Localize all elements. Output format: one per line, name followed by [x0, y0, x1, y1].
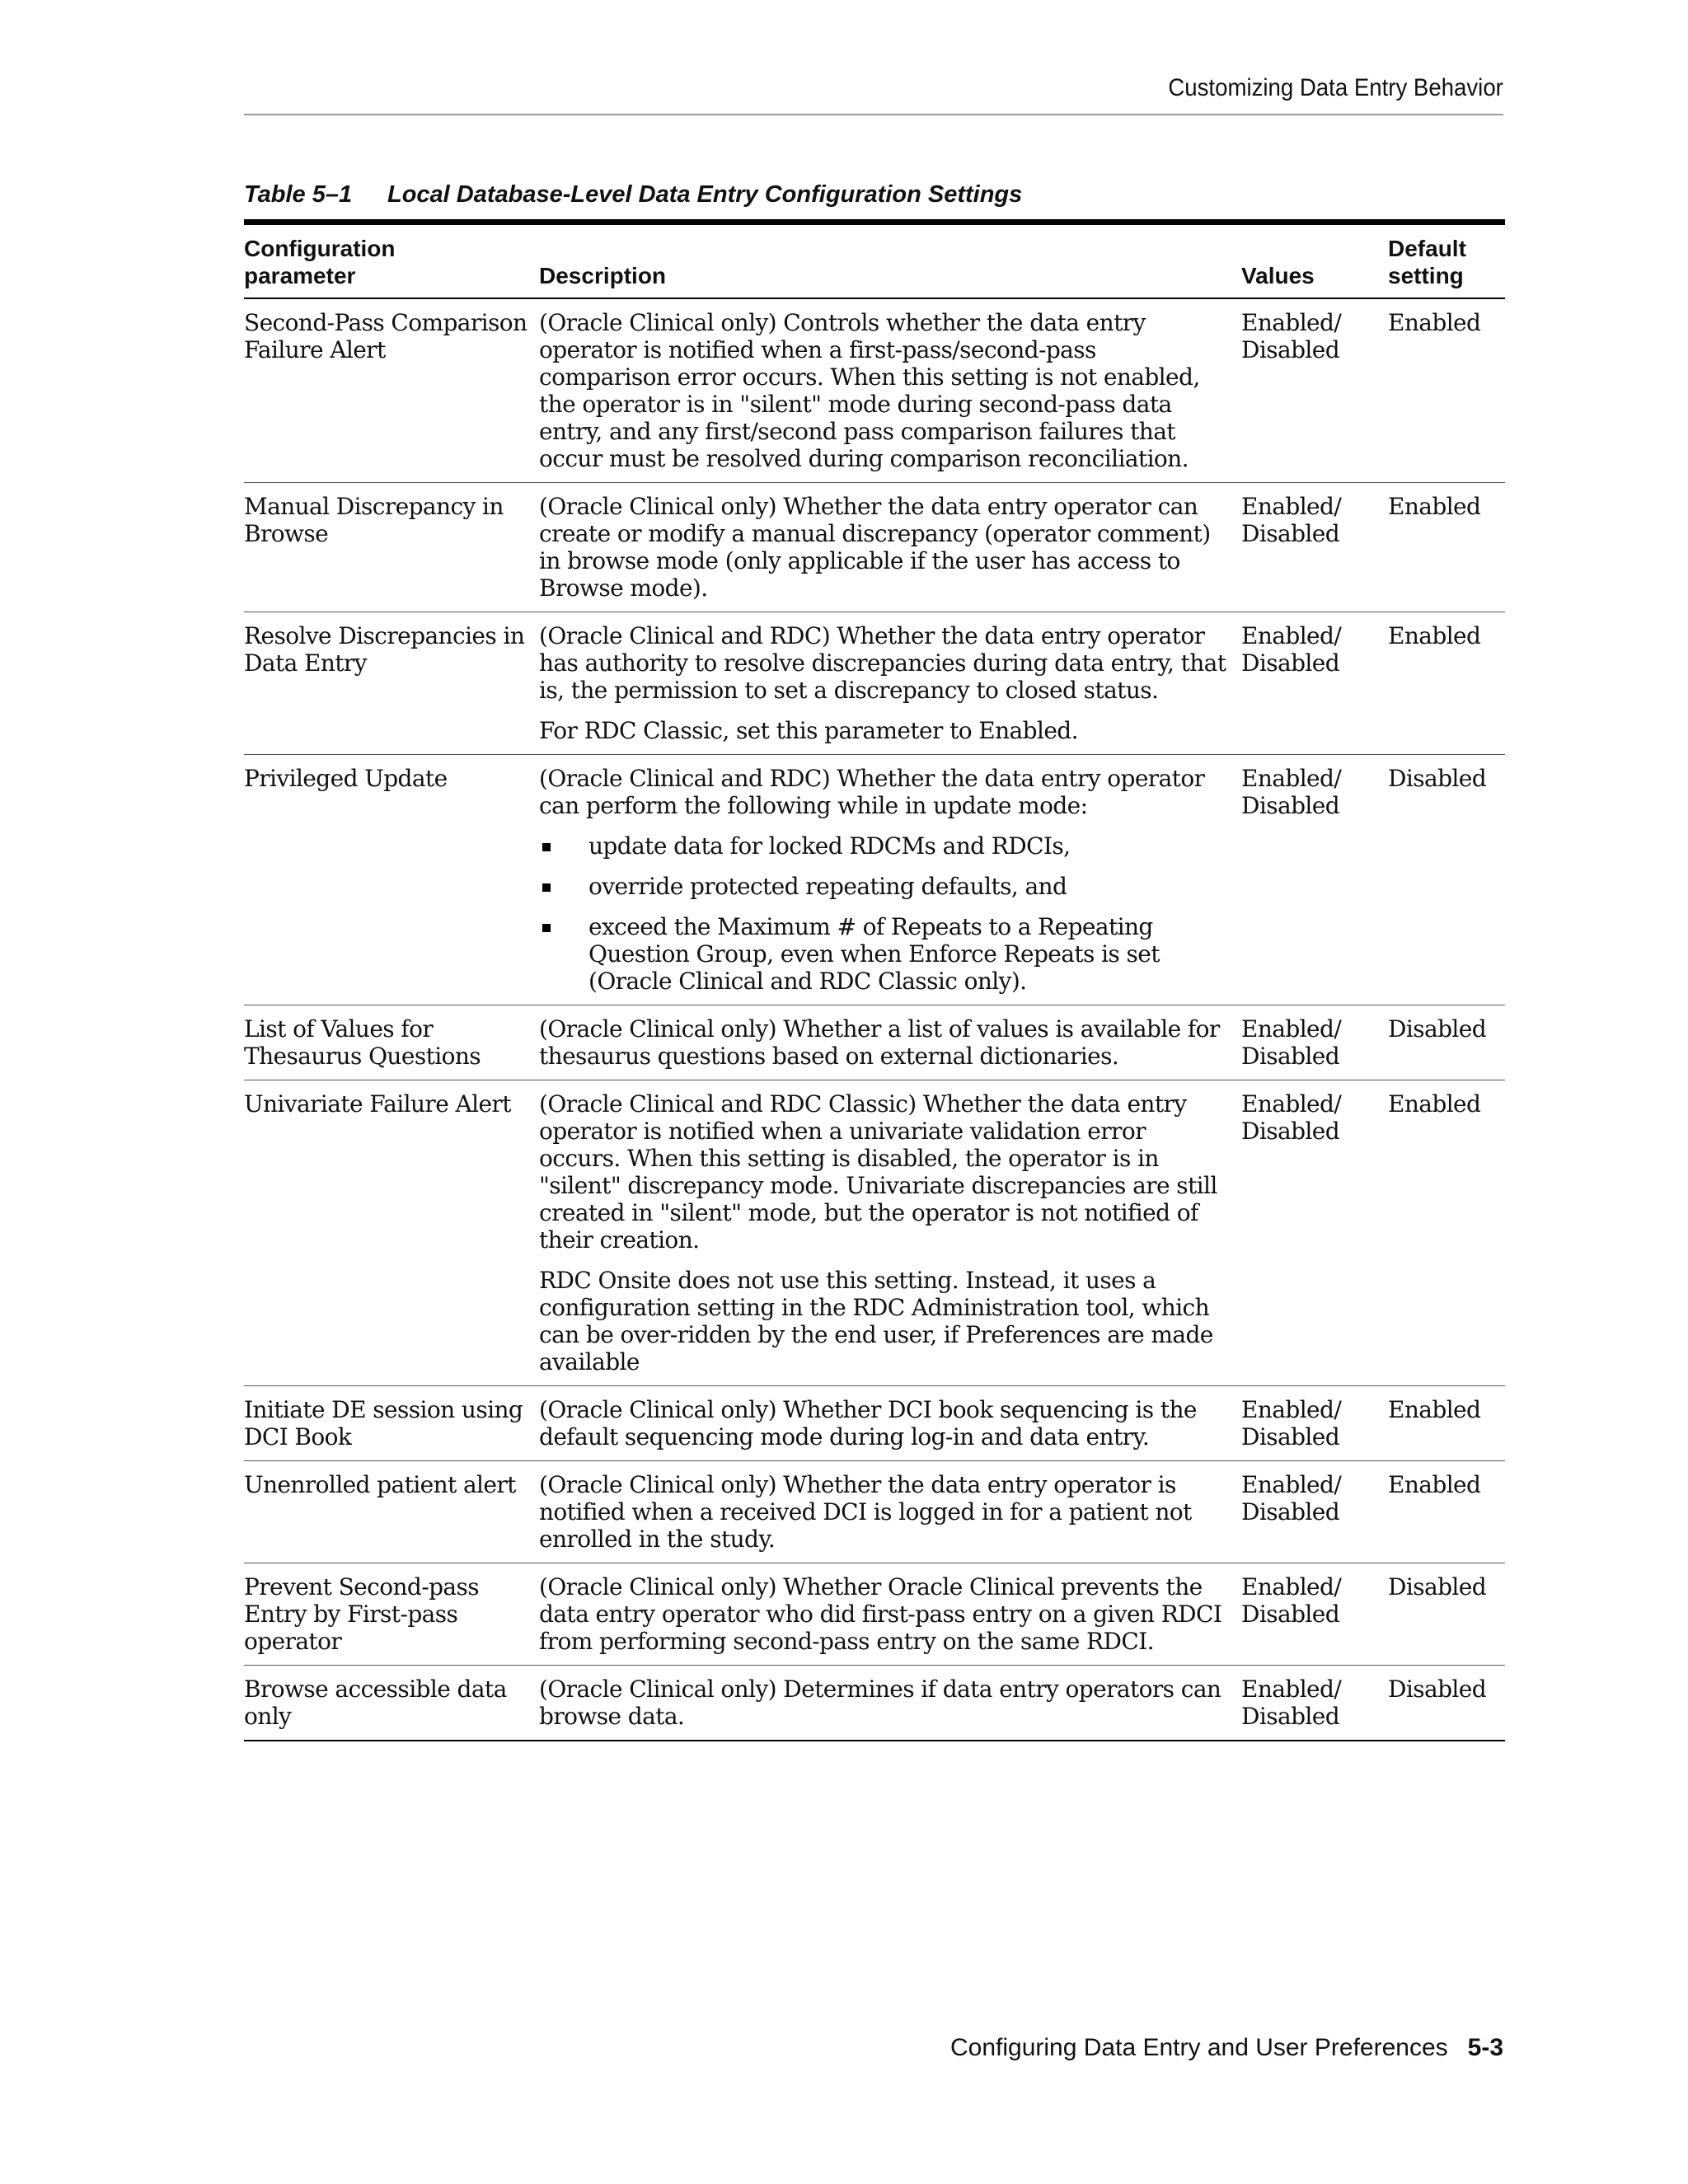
- cell-parameter: Prevent Second-pass Entry by First-pass operator: [244, 1563, 539, 1666]
- square-bullet-icon: [542, 843, 551, 851]
- bullet-item: [539, 873, 1233, 900]
- table-row: [244, 1080, 1505, 1386]
- table-caption: [244, 181, 1022, 209]
- table-row: [244, 1666, 1505, 1741]
- cell-description: [539, 755, 1241, 1005]
- cell-default: Disabled: [1388, 755, 1505, 1005]
- cell-parameter: Manual Discrepancy in Browse: [244, 483, 539, 612]
- table-row: [244, 1005, 1505, 1080]
- cell-default: Enabled: [1388, 483, 1505, 612]
- cell-default: Enabled: [1388, 1080, 1505, 1386]
- cell-default: Enabled: [1388, 1461, 1505, 1563]
- cell-values: Enabled/ Disabled: [1241, 1005, 1388, 1080]
- cell-default: Disabled: [1388, 1005, 1505, 1080]
- square-bullet-icon: [542, 883, 551, 892]
- bullet-text: override protected repeating defaults, and: [588, 873, 1067, 900]
- cell-parameter: Resolve Discrepancies in Data Entry: [244, 612, 539, 755]
- table-row: [244, 612, 1505, 755]
- cell-default: Enabled: [1388, 298, 1505, 483]
- cell-default: Enabled: [1388, 612, 1505, 755]
- cell-description: [539, 1080, 1241, 1386]
- cell-parameter: Initiate DE session using DCI Book: [244, 1386, 539, 1461]
- table-caption-title: Local Database-Level Data Entry Configuration Settings: [387, 181, 1023, 208]
- header-description: Description: [539, 223, 1241, 299]
- footer-title: Configuring Data Entry and User Preferences: [950, 2034, 1448, 2061]
- table-row: [244, 1461, 1505, 1563]
- table-row: [244, 483, 1505, 612]
- cell-description: [539, 1005, 1241, 1080]
- table-row: [244, 1386, 1505, 1461]
- header-title: Customizing Data Entry Behavior: [1168, 74, 1503, 101]
- header-default-setting: [1388, 223, 1505, 299]
- configuration-table: [244, 219, 1505, 1741]
- table-row: [244, 1563, 1505, 1666]
- description-paragraph: For RDC Classic, set this parameter to Enabled.: [539, 717, 1078, 744]
- cell-values: Enabled/ Disabled: [1241, 1666, 1388, 1741]
- running-footer: [950, 2034, 1503, 2062]
- header-default-line2: setting: [1388, 263, 1464, 288]
- cell-values: Enabled/ Disabled: [1241, 1080, 1388, 1386]
- bullet-item: [539, 832, 1233, 860]
- cell-default: Disabled: [1388, 1563, 1505, 1666]
- cell-values: Enabled/ Disabled: [1241, 1563, 1388, 1666]
- description-paragraph: (Oracle Clinical and RDC) Whether the data entry operator has authority to resolve discrepancies during data entry, that is, the permission to set a discrepancy to closed status.: [539, 622, 1226, 704]
- running-header: [244, 71, 1503, 115]
- table-row: [244, 298, 1505, 483]
- cell-parameter: List of Values for Thesaurus Questions: [244, 1005, 539, 1080]
- cell-values: Enabled/ Disabled: [1241, 1386, 1388, 1461]
- cell-parameter: Univariate Failure Alert: [244, 1080, 539, 1386]
- description-paragraph: (Oracle Clinical only) Whether DCI book sequencing is the default sequencing mode during log-in and data entry.: [539, 1396, 1197, 1451]
- cell-parameter: Privileged Update: [244, 755, 539, 1005]
- description-paragraph: RDC Onsite does not use this setting. Instead, it uses a configuration setting in the RDC Administration tool, which can be over-ridden by the end user, if Preferences are made available: [539, 1267, 1213, 1376]
- cell-default: Disabled: [1388, 1666, 1505, 1741]
- table-caption-number: Table 5–1: [244, 181, 353, 208]
- cell-description: [539, 612, 1241, 755]
- description-paragraph: (Oracle Clinical only) Whether a list of values is available for thesaurus questions based on external dictionaries.: [539, 1015, 1220, 1070]
- cell-values: Enabled/ Disabled: [1241, 298, 1388, 483]
- header-values: Values: [1241, 223, 1388, 299]
- description-paragraph: (Oracle Clinical only) Whether the data entry operator can create or modify a manual discrepancy (operator comment) in browse mode (only applicable if the user has access to Browse mode).: [539, 493, 1211, 602]
- description-paragraph: (Oracle Clinical only) Whether Oracle Clinical prevents the data entry operator who did first-pass entry on a given RDCI from performing second-pass entry on the same RDCI.: [539, 1573, 1222, 1655]
- cell-description: [539, 1666, 1241, 1741]
- header-param-line1: Configuration: [244, 236, 396, 261]
- cell-parameter: Unenrolled patient alert: [244, 1461, 539, 1563]
- header-default-line1: Default: [1388, 236, 1466, 261]
- header-param-line2: parameter: [244, 263, 356, 288]
- cell-description: [539, 1461, 1241, 1563]
- header-configuration-parameter: [244, 223, 539, 299]
- table-header-row: [244, 223, 1505, 299]
- cell-parameter: Second-Pass Comparison Failure Alert: [244, 298, 539, 483]
- cell-default: Enabled: [1388, 1386, 1505, 1461]
- cell-values: Enabled/ Disabled: [1241, 612, 1388, 755]
- bullet-list: [539, 832, 1233, 995]
- cell-values: Enabled/ Disabled: [1241, 755, 1388, 1005]
- description-paragraph: (Oracle Clinical only) Determines if data entry operators can browse data.: [539, 1675, 1221, 1730]
- cell-description: [539, 1386, 1241, 1461]
- cell-description: [539, 483, 1241, 612]
- description-paragraph: (Oracle Clinical and RDC) Whether the data entry operator can perform the following while in update mode:: [539, 765, 1205, 819]
- cell-description: [539, 298, 1241, 483]
- description-paragraph: (Oracle Clinical and RDC Classic) Whether the data entry operator is notified when a univariate validation error occurs. When this setting is disabled, the operator is in "silent" discrepancy mode. Univariate discrepancies are still created in "silent" mode, but the operator is not notified of their creation.: [539, 1090, 1217, 1254]
- cell-description: [539, 1563, 1241, 1666]
- bullet-text: exceed the Maximum # of Repeats to a Repeating Question Group, even when Enforce Repeats is set (Oracle Clinical and RDC Classic only).: [588, 913, 1160, 995]
- table-row: [244, 755, 1505, 1005]
- square-bullet-icon: [542, 924, 551, 932]
- page-number: 5-3: [1467, 2034, 1503, 2061]
- cell-values: Enabled/ Disabled: [1241, 1461, 1388, 1563]
- description-paragraph: (Oracle Clinical only) Whether the data entry operator is notified when a received DCI is logged in for a patient not enrolled in the study.: [539, 1471, 1192, 1553]
- bullet-item: [539, 913, 1233, 995]
- bullet-text: update data for locked RDCMs and RDCIs,: [588, 832, 1071, 860]
- cell-parameter: Browse accessible data only: [244, 1666, 539, 1741]
- cell-values: Enabled/ Disabled: [1241, 483, 1388, 612]
- description-paragraph: (Oracle Clinical only) Controls whether the data entry operator is notified when a first-pass/second-pass comparison error occurs. When this setting is not enabled, the operator is in "silent" mode during second-pass data entry, and any first/second pass comparison failures that occur must be resolved during comparison reconciliation.: [539, 309, 1200, 472]
